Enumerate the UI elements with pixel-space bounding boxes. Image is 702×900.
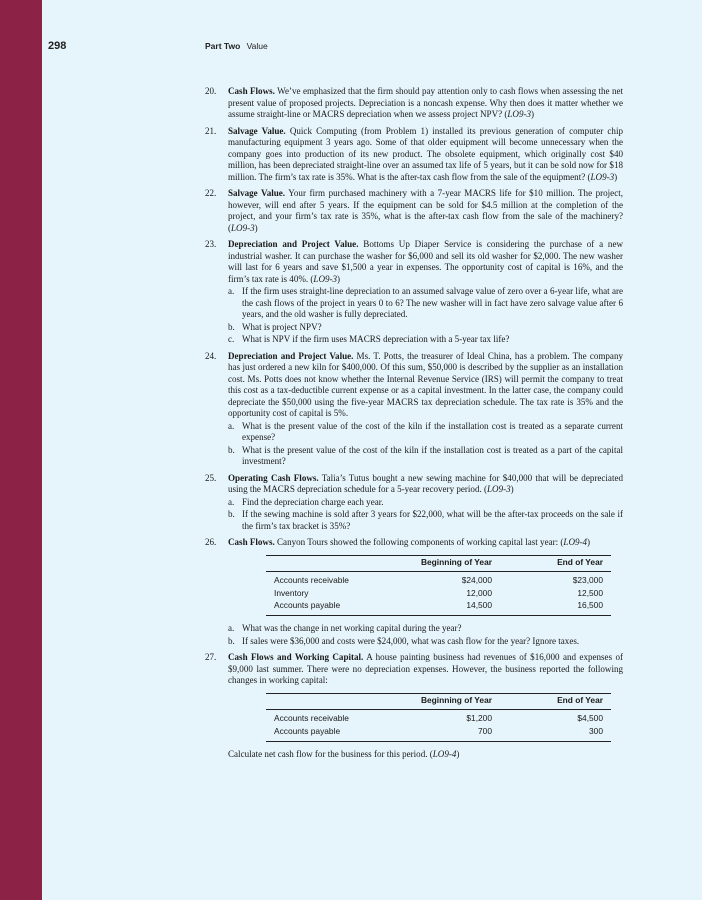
table-cell: 14,500: [466, 600, 492, 610]
table-cell: Inventory: [274, 587, 309, 598]
sub-question-label: a.: [228, 496, 235, 507]
problem-number: 22.: [205, 188, 217, 198]
problem-title: Salvage Value.: [228, 125, 286, 136]
sub-question-label: b.: [228, 444, 235, 455]
problem-number: 23.: [205, 239, 217, 249]
section-label: Value: [246, 41, 268, 51]
problem-title: Cash Flows and Working Capital.: [228, 652, 364, 662]
sub-question-text: What is the present value of the cost of the kiln if the installation cost is treated as a part of the capital investment?: [242, 444, 623, 466]
sub-question-text: If sales were $36,000 and costs were $24,000, what was cash flow for the year? Ignore taxes.: [242, 635, 580, 646]
table-cell: 16,500: [577, 600, 603, 610]
working-capital-table: [266, 693, 611, 742]
table-cell: 700: [478, 725, 492, 736]
table-cell: 12,000: [466, 587, 492, 598]
sub-question-label: b.: [228, 321, 235, 332]
problem-title: Depreciation and Project Value.: [228, 239, 359, 249]
table-cell: Accounts receivable: [274, 575, 349, 585]
table-cell: $4,500: [577, 713, 603, 723]
page-number: 298: [48, 40, 67, 52]
part-label: Part Two: [205, 41, 241, 51]
table-cell: Accounts receivable: [274, 713, 349, 723]
problem-21: [205, 126, 623, 184]
problem-title: Cash Flows.: [228, 537, 275, 547]
problem-title: Depreciation and Project Value.: [228, 350, 354, 361]
problem-text: Quick Computing (from Problem 1) installed its previous generation of computer chip manufacturing equipment 3 years ago. Some of that older equipment will become unnecessary when the company goes into production of its new product. The obsolete equipment, which originally cost $40 million, has been depreciated straight-line over an assumed tax life of 5 years, but it can be sold now for $18 million. The firm’s tax rate is 35%. What is the after-tax cash flow from the sale of the equipment? (LO9-3): [228, 125, 623, 182]
sub-question-label: a.: [228, 420, 235, 431]
sub-question-text: If the sewing machine is sold after 3 years for $22,000, what will be the after-tax proceeds on the sale if the firm’s tax bracket is 35%?: [242, 509, 623, 531]
problem-title: Cash Flows.: [228, 86, 275, 96]
sub-question: [228, 509, 623, 532]
problem-title: Operating Cash Flows.: [228, 472, 319, 483]
table-row: [266, 575, 611, 588]
sub-question: [228, 497, 623, 509]
sub-question: [228, 322, 623, 334]
sub-question-text: What is NPV if the firm uses MACRS depreciation with a 5-year tax life?: [242, 334, 510, 344]
table-row: [266, 725, 611, 738]
problem-text: A house painting business had revenues of $16,000 and expenses of $9,000 last summer. There were no depreciation expenses. However, the business reported the following changes in working capital:: [228, 652, 624, 685]
problem-trailer: Calculate net cash flow for the business for this period. (LO9-4): [228, 748, 460, 759]
column-header: Beginning of Year: [420, 695, 492, 706]
table-row: [266, 713, 611, 726]
book-spine-band: [0, 0, 42, 900]
column-header: End of Year: [557, 695, 603, 706]
problem-text: Canyon Tours showed the following components of working capital last year: (LO9-4): [277, 537, 591, 547]
table-row: [266, 587, 611, 600]
sub-question-text: What was the change in net working capital during the year?: [242, 623, 462, 633]
sub-question: [228, 421, 623, 444]
sub-question: [228, 286, 623, 321]
sub-question: [228, 623, 623, 635]
problem-text: We’ve emphasized that the firm should pay attention only to cash flows when assessing the net present value of proposed projects. Depreciation is a noncash expense. Why then does it matter whether we assume straight-line or MACRS depreciation when we assess project NPV? (LO9-3): [228, 86, 624, 119]
problem-list: [205, 86, 623, 760]
problem-number: 24.: [205, 350, 217, 361]
table-cell: Accounts payable: [274, 600, 341, 610]
problem-number: 26.: [205, 537, 217, 547]
table-cell: Accounts payable: [274, 725, 341, 736]
problem-title: Salvage Value.: [228, 188, 286, 198]
table-cell: $1,200: [466, 713, 492, 723]
running-header: [205, 41, 268, 51]
problem-20: [205, 86, 623, 121]
problem-22: [205, 188, 623, 234]
problem-27: [205, 652, 623, 742]
problem-25: [205, 473, 623, 533]
sub-question-label: b.: [228, 635, 235, 646]
sub-question: [228, 445, 623, 468]
sub-question-text: Find the depreciation charge each year.: [242, 496, 384, 507]
problem-number: 20.: [205, 86, 217, 96]
sub-question-label: b.: [228, 509, 235, 519]
table-cell: 12,500: [577, 587, 603, 598]
sub-question-text: If the firm uses straight-line depreciation to an assumed salvage value of zero over a 6-year life, what are the cash flows of the project in years 0 to 6? The new washer will in fact have zero salvage value after 6 years, and the old washer is fully depreciated.: [242, 286, 623, 319]
column-header: Beginning of Year: [420, 557, 492, 568]
sub-question-label: a.: [228, 286, 235, 296]
table-cell: $23,000: [572, 575, 603, 585]
sub-question-text: What is the present value of the cost of the kiln if the installation cost is treated as a separate current expense?: [242, 420, 623, 442]
problem-text: Ms. T. Potts, the treasurer of Ideal China, has a problem. The company has just ordered a new kiln for $400,000. Of this sum, $50,000 is described by the supplier as an installation cost. Ms. Potts does not know whether the Internal Revenue Service (IRS) will permit the company to treat this cost as a tax-deductible current expense or as a capital investment. In the latter case, the company could depreciate the $50,000 using the five-year MACRS tax depreciation schedule. The tax rate is 35% and the opportunity cost of capital is 5%.: [228, 350, 623, 418]
sub-question-text: What is project NPV?: [242, 321, 322, 332]
problem-23: [205, 239, 623, 346]
column-header: End of Year: [557, 557, 603, 568]
table-cell: 300: [589, 725, 603, 736]
problem-number: 25.: [205, 472, 217, 483]
sub-question-label: c.: [228, 334, 235, 344]
problem-24: [205, 351, 623, 468]
problem-number: 21.: [205, 125, 217, 136]
problem-text: Talia’s Tutus bought a new sewing machine for $40,000 that will be depreciated using the MACRS depreciation schedule for a 5-year recovery period. (LO9-3): [228, 472, 623, 494]
sub-question: [228, 636, 623, 648]
problem-26: [205, 537, 623, 647]
working-capital-table: [266, 555, 611, 617]
table-header: [266, 694, 611, 710]
sub-question: [228, 334, 623, 346]
problem-number: 27.: [205, 652, 217, 662]
sub-question-label: a.: [228, 623, 235, 633]
table-row: [266, 600, 611, 613]
problem-text: Your firm purchased machinery with a 7-year MACRS life for $10 million. The project, however, will end after 5 years. If the equipment can be sold for $4.5 million at the completion of the project, and your firm’s tax rate is 35%, what is the after-tax cash flow from the sale of the machinery? (LO9-3): [228, 188, 623, 233]
problem-text: Bottoms Up Diaper Service is considering the purchase of a new industrial washer. It can purchase the washer for $6,000 and sell its old washer for $2,000. The new washer will last for 6 years and save $1,500 a year in expenses. The opportunity cost of capital is 16%, and the firm’s tax rate is 40%. (LO9-3): [228, 239, 624, 284]
table-cell: $24,000: [461, 575, 492, 585]
table-header: [266, 556, 611, 572]
